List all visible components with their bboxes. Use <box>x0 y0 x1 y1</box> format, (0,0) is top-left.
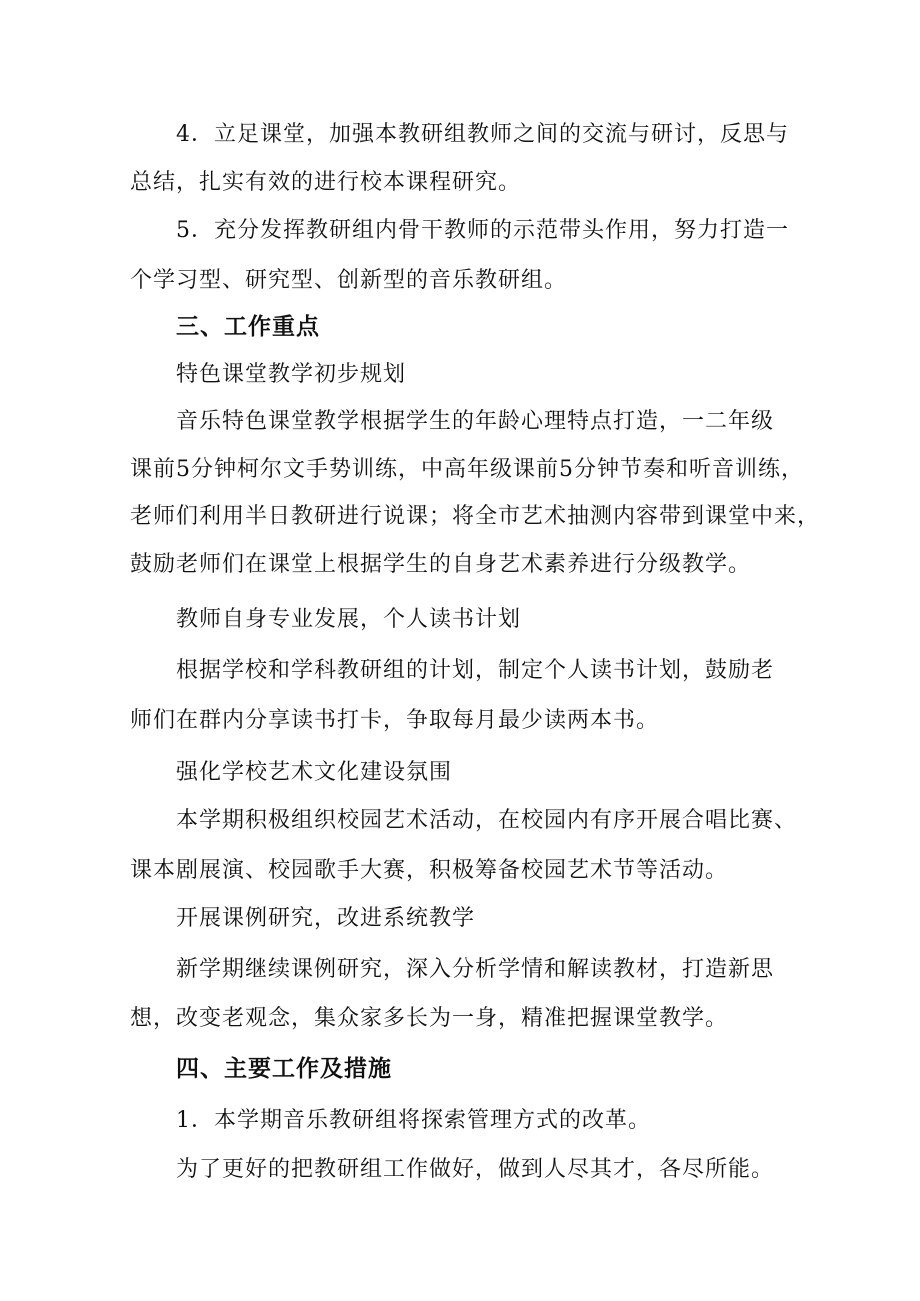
section-heading: 三、工作重点 <box>176 314 320 340</box>
section-heading: 四、主要工作及措施 <box>176 1056 392 1082</box>
paragraph-line: 鼓励老师们在课堂上根据学生的自身艺术素养进行分级教学。 <box>130 552 752 577</box>
paragraph-line: 为了更好的把教研组工作做好，做到人尽其才，各尽所能。 <box>176 1157 775 1182</box>
subheading: 开展课例研究，改进系统教学 <box>176 906 476 931</box>
paragraph-line: 课本剧展演、校园歌手大赛，积极筹备校园艺术节等活动。 <box>130 858 729 883</box>
paragraph-line: 总结，扎实有效的进行校本课程研究。 <box>130 170 522 195</box>
paragraph-line: 音乐特色课堂教学根据学生的年龄心理特点打造，一二年级 <box>176 409 775 434</box>
paragraph-line: 4．立足课堂，加强本教研组教师之间的交流与研讨，反思与 <box>176 122 789 147</box>
paragraph-line: 想，改变老观念，集众家多长为一身，精准把握课堂教学。 <box>130 1006 729 1031</box>
paragraph-line: 本学期积极组织校园艺术活动，在校园内有序开展合唱比赛、 <box>176 808 798 833</box>
paragraph-line: 个学习型、研究型、创新型的音乐教研组。 <box>130 268 568 293</box>
paragraph-line: 5．充分发挥教研组内骨干教师的示范带头作用，努力打造一 <box>176 218 789 243</box>
subheading: 教师自身专业发展，个人读书计划 <box>176 607 522 632</box>
paragraph-line: 新学期继续课例研究，深入分析学情和解读教材，打造新思 <box>176 957 775 982</box>
paragraph-line: 师们在群内分享读书打卡，争取每月最少读两本书。 <box>130 708 660 733</box>
subheading: 强化学校艺术文化建设氛围 <box>176 760 453 785</box>
paragraph-line: 老师们利用半日教研进行说课；将全市艺术抽测内容带到课堂中来， <box>130 504 821 529</box>
subheading: 特色课堂教学初步规划 <box>176 362 407 387</box>
paragraph-line: 1．本学期音乐教研组将探索管理方式的改革。 <box>176 1108 651 1133</box>
paragraph-line: 课前5分钟柯尔文手势训练，中高年级课前5分钟节奏和听音训练， <box>130 457 804 482</box>
paragraph-line: 根据学校和学科教研组的计划，制定个人读书计划，鼓励老 <box>176 658 775 683</box>
